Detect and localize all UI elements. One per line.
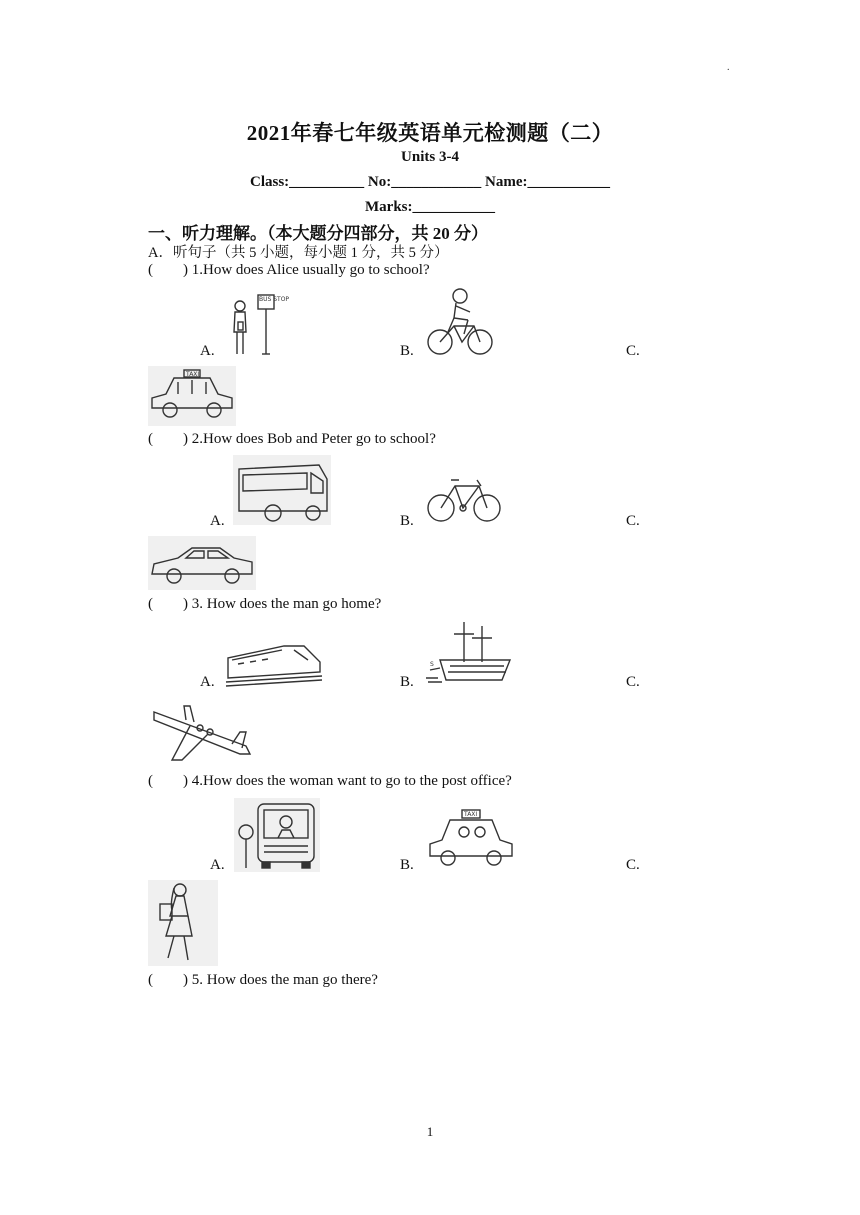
svg-text:S: S: [430, 661, 434, 668]
q2-option-a: A.: [210, 513, 225, 529]
q4-option-b: B.: [400, 857, 414, 873]
bicycle-icon: [425, 470, 503, 526]
q1-option-a: A.: [200, 343, 215, 359]
bus-stop-sign-text: BUS STOP: [259, 296, 290, 303]
q1-option-b: B.: [400, 343, 414, 359]
question-4: ( ) 4.How does the woman want to go to the post office?: [148, 773, 512, 789]
q3-option-b: B.: [400, 674, 414, 690]
taxi-icon: [148, 366, 236, 426]
q2-option-b: B.: [400, 513, 414, 529]
page-number: 1: [426, 1124, 434, 1139]
bus-icon: [233, 455, 331, 525]
ship-icon: [424, 620, 514, 686]
header-dot: .: [727, 62, 730, 73]
page-subtitle: Units 3-4: [401, 149, 459, 165]
person-at-bus-stop-icon: [228, 292, 290, 358]
walking-woman-icon: [148, 880, 218, 966]
airplane-icon: [150, 700, 252, 766]
question-2: ( ) 2.How does Bob and Peter go to school?: [148, 431, 436, 447]
question-1: ( ) 1.How does Alice usually go to school?: [148, 262, 430, 278]
car-icon: [148, 536, 256, 590]
marks-line: Marks:___________: [365, 199, 495, 215]
question-3: ( ) 3. How does the man go home?: [148, 596, 382, 612]
q1-option-c: C.: [626, 343, 640, 359]
q3-option-a: A.: [200, 674, 215, 690]
taxi-passengers-icon: [426, 808, 516, 872]
q2-option-c: C.: [626, 513, 640, 529]
student-info-line: Class:__________ No:____________ Name:___________: [250, 174, 610, 190]
q4-option-c: C.: [626, 857, 640, 873]
taxi-sign-text-2: TAXI: [464, 811, 478, 818]
part-a-heading: A．听句子（共 5 小题，每小题 1 分，共 5 分）: [148, 245, 449, 261]
bus-front-icon: [234, 798, 320, 872]
page-title: 2021年春七年级英语单元检测题（二）: [246, 121, 614, 145]
train-icon: [224, 632, 324, 690]
section-heading: 一、听力理解。（本大题分四部分，共 20 分）: [148, 224, 488, 243]
q3-option-c: C.: [626, 674, 640, 690]
cyclist-icon: [424, 286, 498, 356]
q4-option-a: A.: [210, 857, 225, 873]
taxi-sign-text: TAXI: [186, 371, 200, 378]
question-5: ( ) 5. How does the man go there?: [148, 972, 378, 988]
